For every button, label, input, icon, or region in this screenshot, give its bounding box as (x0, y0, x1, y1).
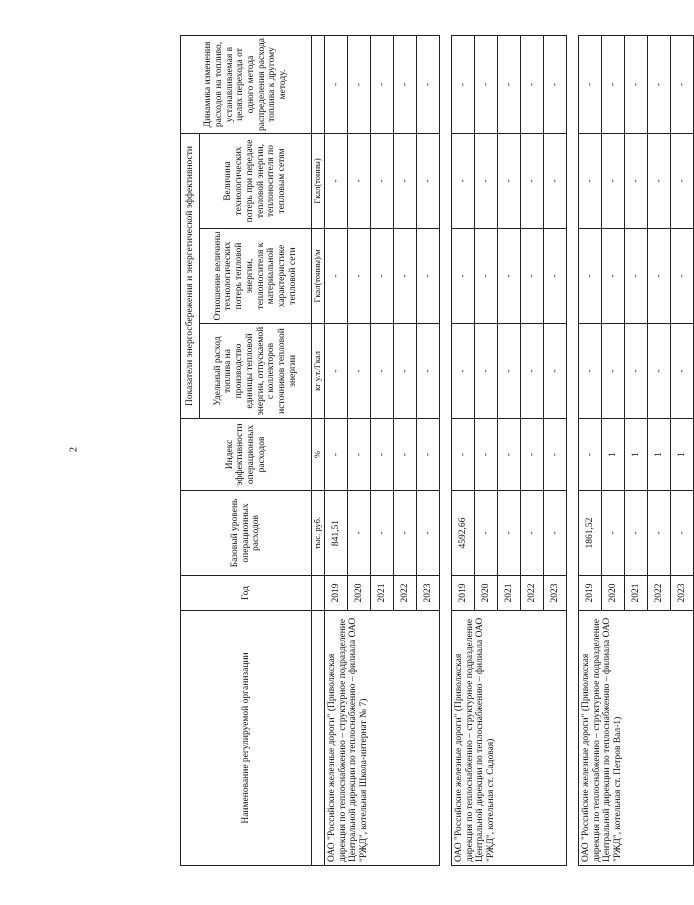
fuel-dynamics-cell: - (671, 36, 694, 134)
base-level-cell: - (602, 491, 625, 576)
fuel-dynamics-cell: - (602, 36, 625, 134)
loss-value-cell: - (417, 134, 440, 229)
loss-value-cell: - (671, 134, 694, 229)
year-cell: 2020 (475, 576, 498, 611)
loss-ratio-cell: - (544, 229, 567, 324)
org-name-cell: ОАО "Российские железные дороги" (Приволжская дирекция по теплоснабжению – структурное подразделение Центральной дирекции по теплоснабжению – филиала ОАО "РЖД", котельная ст. Петров Вал-1) (579, 611, 694, 866)
efficiency-index-cell: 1 (625, 419, 648, 491)
fuel-dynamics-cell: - (544, 36, 567, 134)
specific-fuel-cell: - (625, 324, 648, 419)
fuel-dynamics-cell: - (498, 36, 521, 134)
loss-ratio-cell: - (475, 229, 498, 324)
base-level-cell: - (671, 491, 694, 576)
loss-ratio-cell: - (348, 229, 371, 324)
year-cell: 2023 (417, 576, 440, 611)
table-row (452, 36, 475, 866)
loss-value-cell: - (325, 134, 348, 229)
fuel-dynamics-cell: - (521, 36, 544, 134)
specific-fuel-cell: - (498, 324, 521, 419)
loss-value-cell: - (602, 134, 625, 229)
group-spacer (440, 36, 452, 866)
base-level-cell: - (625, 491, 648, 576)
efficiency-index-cell: - (498, 419, 521, 491)
year-cell: 2019 (452, 576, 475, 611)
year-cell: 2021 (371, 576, 394, 611)
header-indicators-group: Показатели энергосбережения и энергетической эффективности (181, 134, 200, 419)
specific-fuel-cell: - (325, 324, 348, 419)
efficiency-index-cell: - (452, 419, 475, 491)
fuel-dynamics-cell: - (579, 36, 602, 134)
loss-value-cell: - (579, 134, 602, 229)
specific-fuel-cell: - (417, 324, 440, 419)
specific-fuel-cell: - (394, 324, 417, 419)
fuel-dynamics-cell: - (452, 36, 475, 134)
header-base-level: Базовый уровень операционных расходов (181, 491, 312, 576)
base-level-cell: 841,51 (325, 491, 348, 576)
header-loss-value: Величина технологических потерь при передаче тепловой энергии, теплоносителя по тепловым сетям (200, 134, 312, 229)
specific-fuel-cell: - (671, 324, 694, 419)
fuel-dynamics-cell: - (394, 36, 417, 134)
loss-value-cell: - (452, 134, 475, 229)
org-name-cell: ОАО "Российские железные дороги" (Приволжская дирекция по теплоснабжению – структурное подразделение Центральной дирекции по теплоснабжению – филиала ОАО "РЖД", котельная Школа-интернат № 7) (325, 611, 440, 866)
table-row (579, 36, 602, 866)
header-row-top (181, 36, 200, 866)
specific-fuel-cell: - (475, 324, 498, 419)
org-name-cell: ОАО "Российские железные дороги" (Приволжская дирекция по теплоснабжению – структурное подразделение Центральной дирекции по теплоснабжению – филиала ОАО "РЖД", котельная ст. Садовая) (452, 611, 567, 866)
loss-ratio-cell: - (394, 229, 417, 324)
specific-fuel-cell: - (579, 324, 602, 419)
efficiency-index-cell: - (579, 419, 602, 491)
efficiency-index-cell: 1 (648, 419, 671, 491)
base-level-cell: 1861,52 (579, 491, 602, 576)
efficiency-index-cell: 1 (602, 419, 625, 491)
efficiency-index-cell: - (371, 419, 394, 491)
loss-value-cell: - (625, 134, 648, 229)
efficiency-index-cell: - (544, 419, 567, 491)
fuel-dynamics-cell: - (325, 36, 348, 134)
fuel-dynamics-cell: - (417, 36, 440, 134)
efficiency-index-cell: - (394, 419, 417, 491)
loss-ratio-cell: - (579, 229, 602, 324)
unit-loss-ratio: Гкал(тонны)/м (312, 229, 325, 324)
loss-ratio-cell: - (371, 229, 394, 324)
loss-ratio-cell: - (325, 229, 348, 324)
indicators-table (180, 35, 694, 866)
efficiency-index-cell: - (417, 419, 440, 491)
efficiency-index-cell: - (348, 419, 371, 491)
specific-fuel-cell: - (371, 324, 394, 419)
unit-org-empty (312, 611, 325, 866)
efficiency-index-cell: - (325, 419, 348, 491)
efficiency-index-cell: - (521, 419, 544, 491)
loss-ratio-cell: - (521, 229, 544, 324)
fuel-dynamics-cell: - (475, 36, 498, 134)
year-cell: 2019 (579, 576, 602, 611)
header-year: Год (181, 576, 312, 611)
loss-value-cell: - (544, 134, 567, 229)
fuel-dynamics-cell: - (371, 36, 394, 134)
group-spacer (567, 36, 579, 866)
loss-value-cell: - (521, 134, 544, 229)
header-fuel-dynamics: Динамика изменения расходов на топливо, устанавливаемая в целях перехода от одного метода распределения расхода топлива к другому методу. (181, 36, 312, 134)
header-efficiency-index: Индекс эффективности операционных расходов (181, 419, 312, 491)
efficiency-index-cell: 1 (671, 419, 694, 491)
year-cell: 2023 (544, 576, 567, 611)
fuel-dynamics-cell: - (625, 36, 648, 134)
base-level-cell: - (475, 491, 498, 576)
loss-ratio-cell: - (602, 229, 625, 324)
loss-value-cell: - (475, 134, 498, 229)
efficiency-index-cell: - (475, 419, 498, 491)
year-cell: 2020 (348, 576, 371, 611)
units-row (312, 36, 325, 866)
year-cell: 2020 (602, 576, 625, 611)
loss-value-cell: - (394, 134, 417, 229)
loss-ratio-cell: - (648, 229, 671, 324)
specific-fuel-cell: - (452, 324, 475, 419)
base-level-cell: 4592,66 (452, 491, 475, 576)
specific-fuel-cell: - (348, 324, 371, 419)
unit-efficiency-index: % (312, 419, 325, 491)
base-level-cell: - (348, 491, 371, 576)
base-level-cell: - (544, 491, 567, 576)
unit-loss-value: Гкал(тонны) (312, 134, 325, 229)
fuel-dynamics-cell: - (348, 36, 371, 134)
specific-fuel-cell: - (544, 324, 567, 419)
base-level-cell: - (498, 491, 521, 576)
fuel-dynamics-cell: - (648, 36, 671, 134)
base-level-cell: - (648, 491, 671, 576)
table-body (181, 36, 694, 866)
rotated-table-container (180, 36, 687, 866)
loss-ratio-cell: - (498, 229, 521, 324)
header-specific-fuel: Удельный расход топлива на производство единицы тепловой энергии, отпускаемой с коллекторов источников тепловой энергии (200, 324, 312, 419)
base-level-cell: - (521, 491, 544, 576)
year-cell: 2021 (498, 576, 521, 611)
loss-value-cell: - (371, 134, 394, 229)
year-cell: 2019 (325, 576, 348, 611)
unit-specific-fuel: кг у.т./Гкал (312, 324, 325, 419)
year-cell: 2022 (648, 576, 671, 611)
loss-value-cell: - (348, 134, 371, 229)
year-cell: 2021 (625, 576, 648, 611)
specific-fuel-cell: - (648, 324, 671, 419)
loss-value-cell: - (648, 134, 671, 229)
unit-base-level: тыс. руб. (312, 491, 325, 576)
specific-fuel-cell: - (521, 324, 544, 419)
unit-year-empty (312, 576, 325, 611)
table-row (325, 36, 348, 866)
header-loss-ratio: Отношение величины технологических потерь тепловой энергии, теплоносителя к материальной характеристике тепловой сети (200, 229, 312, 324)
year-cell: 2023 (671, 576, 694, 611)
base-level-cell: - (394, 491, 417, 576)
year-cell: 2022 (521, 576, 544, 611)
loss-ratio-cell: - (452, 229, 475, 324)
group-spacer-cell (440, 36, 452, 866)
specific-fuel-cell: - (602, 324, 625, 419)
page-number: 2 (68, 447, 80, 452)
base-level-cell: - (371, 491, 394, 576)
loss-value-cell: - (498, 134, 521, 229)
group-spacer-cell (567, 36, 579, 866)
base-level-cell: - (417, 491, 440, 576)
loss-ratio-cell: - (671, 229, 694, 324)
year-cell: 2022 (394, 576, 417, 611)
header-org-name: Наименование регулируемой организации (181, 611, 312, 866)
unit-fuel-dynamics-empty (312, 36, 325, 134)
loss-ratio-cell: - (625, 229, 648, 324)
loss-ratio-cell: - (417, 229, 440, 324)
